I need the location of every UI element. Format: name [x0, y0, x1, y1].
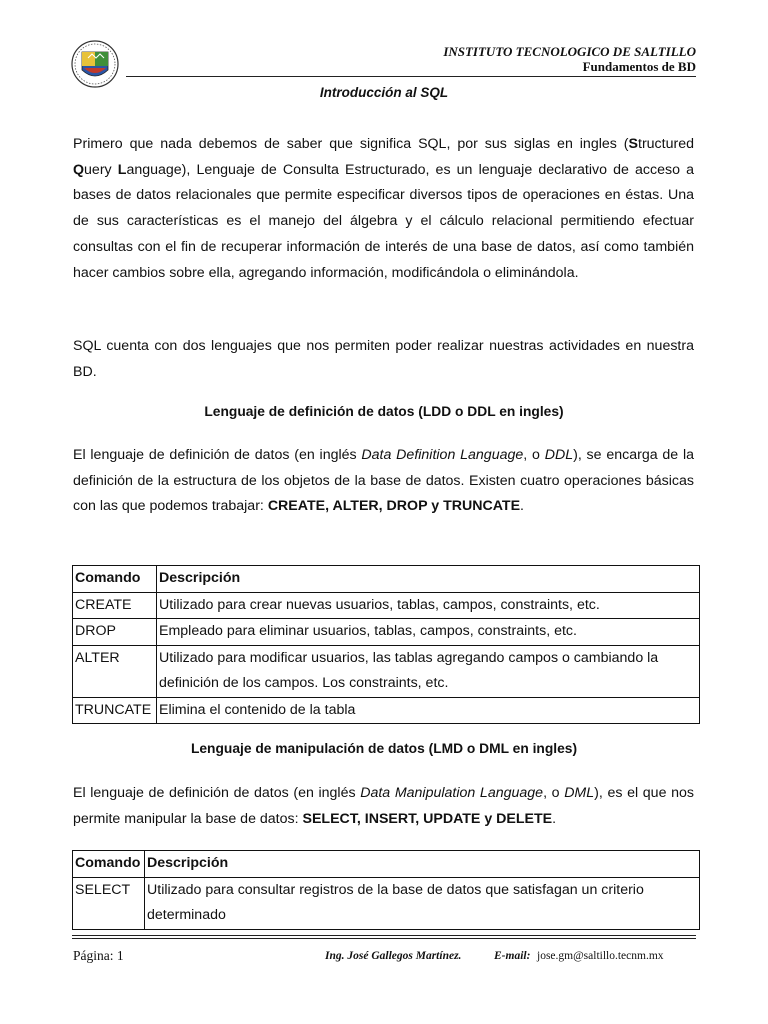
course-name: Fundamentos de BD [582, 59, 696, 74]
command-cell: ALTER [73, 645, 157, 697]
command-cell: SELECT [73, 877, 145, 929]
dml-paragraph: El lenguaje de definición de datos (en inglés Data Manipulation Language, o DML), es el que nos permite manipular la base de datos: SELECT, INSERT, UPDATE y DELETE. [73, 785, 694, 827]
ddl-heading: Lenguaje de definición de datos (LDD o DDL en ingles) [204, 404, 564, 419]
column-header: Descripción [145, 851, 700, 878]
table-row [73, 877, 700, 929]
command-cell: CREATE [73, 592, 157, 619]
column-header: Descripción [157, 566, 700, 593]
page-number: Página: 1 [73, 948, 124, 963]
table-header-row [73, 851, 700, 878]
description-cell: Elimina el contenido de la tabla [157, 697, 700, 724]
dml-commands-table [72, 850, 700, 930]
command-cell: DROP [73, 619, 157, 646]
table-row [73, 619, 700, 646]
dml-heading: Lenguaje de manipulación de datos (LMD o DML en ingles) [190, 741, 578, 756]
column-header: Comando [73, 851, 145, 878]
ddl-commands-table [72, 565, 700, 724]
description-cell: Empleado para eliminar usuarios, tablas, campos, constraints, etc. [157, 619, 700, 646]
command-cell: TRUNCATE [73, 697, 157, 724]
footer-rule [72, 935, 696, 936]
institute-name: INSTITUTO TECNOLOGICO DE SALTILLO [443, 44, 696, 59]
description-cell: Utilizado para consultar registros de la base de datos que satisfagan un criterio determinado [145, 877, 700, 929]
column-header: Comando [73, 566, 157, 593]
table-header-row [73, 566, 700, 593]
table-row [73, 592, 700, 619]
email-label: E-mail: [494, 950, 531, 962]
header-rule [126, 76, 696, 77]
author-name: Ing. José Gallegos Martínez. [325, 950, 462, 962]
ddl-paragraph: El lenguaje de definición de datos (en inglés Data Definition Language, o DDL), se encarga de la definición de la estructura de los objetos de la base de datos. Existen cuatro operaciones básicas con las que podemos trabajar: CREATE, ALTER, DROP y TRUNCATE. [73, 447, 695, 515]
table-row [73, 645, 700, 697]
document-title: Introducción al SQL [319, 85, 449, 100]
table-row [73, 697, 700, 724]
institute-seal-icon [70, 40, 120, 88]
description-cell: Utilizado para modificar usuarios, las tablas agregando campos o cambiando la definición de los campos. Los constraints, etc. [157, 645, 700, 697]
footer-rule [72, 938, 696, 939]
email-value: jose.gm@saltillo.tecnm.mx [537, 950, 664, 962]
sql-languages-paragraph: SQL cuenta con dos lenguajes que nos permiten poder realizar nuestras actividades en nuestra BD. [73, 338, 694, 380]
description-cell: Utilizado para crear nuevas usuarios, tablas, campos, constraints, etc. [157, 592, 700, 619]
intro-paragraph: Primero que nada debemos de saber que significa SQL, por sus siglas en ingles (Structured Query Language), Lenguaje de Consulta Estructurado, es un lenguaje declarativo de acceso a bases de datos relacionales que permite especificar diversos tipos de operaciones en éstas. Una de sus características es el manejo del álgebra y el cálculo relacional permitiendo efectuar consultas con el fin de recuperar información de interés de una base de datos, así como también hacer cambios sobre ella, agregando información, modificándola o eliminándola. [73, 136, 694, 281]
